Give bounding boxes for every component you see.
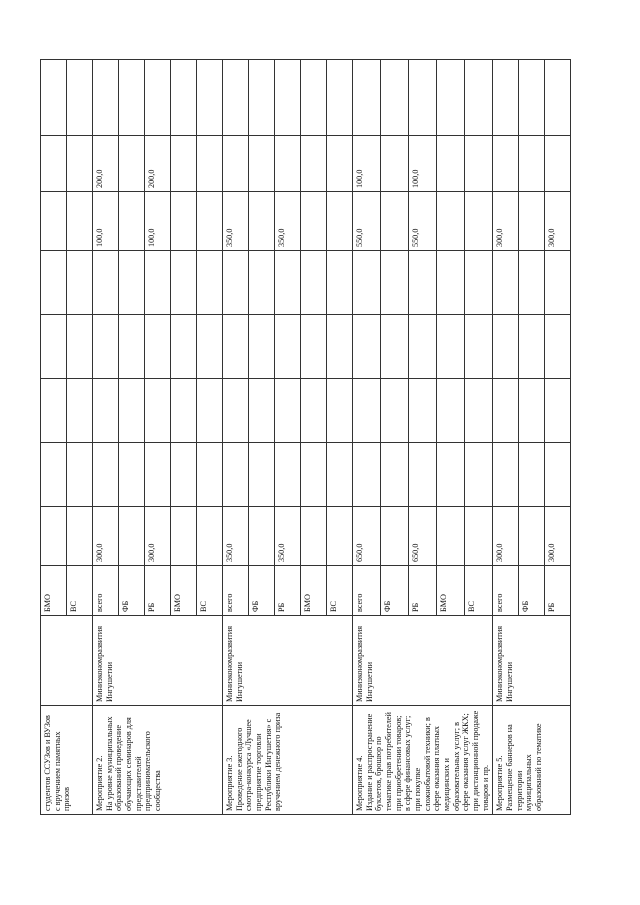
amount-cell <box>327 379 353 443</box>
amount-cell <box>119 136 145 192</box>
amount-cell <box>119 379 145 443</box>
amount-cell <box>353 60 381 136</box>
amount-cell <box>301 315 327 379</box>
amount-cell <box>301 251 327 315</box>
amount-cell: 200,0 <box>145 136 171 192</box>
amount-cell <box>437 136 465 192</box>
funding-source-cell: РБ <box>409 566 437 616</box>
amount-cell <box>353 251 381 315</box>
activity-name-cell: студентов ССУЗов и ВУЗов с вручением памятных призов <box>41 706 93 815</box>
amount-cell <box>197 136 223 192</box>
activity-name-cell: Мероприятие 2. На уровне муниципальных образований проведение обучающих семинаров для представителей предпринимательского сообщества <box>93 706 223 815</box>
amount-cell: 100,0 <box>145 192 171 251</box>
amount-cell <box>171 192 197 251</box>
funding-source-cell: ВС <box>197 566 223 616</box>
amount-cell <box>275 251 301 315</box>
amount-cell <box>437 443 465 507</box>
amount-cell <box>493 60 519 136</box>
funding-source-cell: РБ <box>545 566 571 616</box>
amount-cell <box>249 507 275 566</box>
amount-cell <box>465 251 493 315</box>
funding-source-cell: РБ <box>145 566 171 616</box>
amount-cell <box>381 379 409 443</box>
activity-name-cell: Мероприятие 3. Проведение ежегодного смотра-конкурса «Лучшее предприятие торговли Республики Ингушетия» с вручением денежного приза <box>223 706 353 815</box>
amount-cell <box>119 251 145 315</box>
amount-cell <box>249 379 275 443</box>
amount-cell: 650,0 <box>409 507 437 566</box>
program-funding-table <box>40 59 571 815</box>
amount-cell <box>41 60 67 136</box>
amount-cell <box>327 315 353 379</box>
amount-cell: 550,0 <box>353 192 381 251</box>
amount-cell <box>493 136 519 192</box>
amount-cell <box>465 379 493 443</box>
amount-cell: 200,0 <box>93 136 119 192</box>
amount-cell <box>327 251 353 315</box>
funding-source-cell: ФБ <box>249 566 275 616</box>
funding-source-cell: всего <box>493 566 519 616</box>
amount-cell <box>197 443 223 507</box>
amount-cell <box>119 192 145 251</box>
amount-cell <box>519 315 545 379</box>
amount-cell <box>119 443 145 507</box>
amount-cell <box>353 443 381 507</box>
amount-cell: 300,0 <box>93 507 119 566</box>
amount-cell <box>249 136 275 192</box>
amount-cell <box>545 251 571 315</box>
amount-cell <box>197 192 223 251</box>
funding-source-cell: БМО <box>437 566 465 616</box>
amount-cell <box>493 251 519 315</box>
amount-cell <box>437 379 465 443</box>
funding-source-cell: БМО <box>301 566 327 616</box>
amount-cell <box>327 136 353 192</box>
amount-cell <box>381 192 409 251</box>
amount-cell <box>41 251 67 315</box>
funding-source-cell: всего <box>93 566 119 616</box>
amount-cell <box>93 315 119 379</box>
amount-cell <box>171 507 197 566</box>
activity-name-cell: Мероприятие 4. Издание и распространение буклетов, брошюр по тематике прав потребителей при приобретении товаров; в сфере финансовых услуг; при покупке сложнобытовой техники; в сфере оказания платных медицинских и образовательных услуг; в сфере оказания услуг ЖКХ; при дистанционной продаже товаров и пр. <box>353 706 493 815</box>
amount-cell <box>41 443 67 507</box>
funding-source-cell: РБ <box>275 566 301 616</box>
amount-cell <box>301 60 327 136</box>
funding-source-cell: ФБ <box>381 566 409 616</box>
amount-cell <box>381 136 409 192</box>
executor-cell: Миниэкономразвития Ингушетии <box>93 616 223 706</box>
amount-cell <box>381 251 409 315</box>
amount-cell <box>327 60 353 136</box>
amount-cell <box>519 251 545 315</box>
amount-cell <box>465 315 493 379</box>
amount-cell <box>41 379 67 443</box>
amount-cell <box>353 379 381 443</box>
amount-cell <box>119 60 145 136</box>
amount-cell <box>145 443 171 507</box>
funding-source-cell: ФБ <box>519 566 545 616</box>
amount-cell <box>465 136 493 192</box>
funding-source-cell: всего <box>223 566 249 616</box>
amount-cell <box>67 507 93 566</box>
amount-cell <box>171 136 197 192</box>
amount-cell <box>223 379 249 443</box>
amount-cell <box>465 443 493 507</box>
amount-cell: 300,0 <box>545 192 571 251</box>
amount-cell <box>223 315 249 379</box>
amount-cell <box>519 192 545 251</box>
amount-cell <box>493 379 519 443</box>
amount-cell <box>545 315 571 379</box>
amount-cell <box>275 136 301 192</box>
amount-cell <box>381 315 409 379</box>
amount-cell <box>275 315 301 379</box>
funding-source-cell: ВС <box>465 566 493 616</box>
amount-cell <box>409 379 437 443</box>
amount-cell <box>275 379 301 443</box>
amount-cell <box>437 192 465 251</box>
amount-cell <box>223 443 249 507</box>
funding-source-cell: БМО <box>171 566 197 616</box>
amount-cell <box>409 60 437 136</box>
amount-cell <box>301 192 327 251</box>
rotated-document-page <box>40 60 602 815</box>
amount-cell <box>409 315 437 379</box>
table-body <box>41 60 571 815</box>
amount-cell <box>545 60 571 136</box>
amount-cell: 550,0 <box>409 192 437 251</box>
funding-source-cell: ВС <box>327 566 353 616</box>
amount-cell <box>437 315 465 379</box>
amount-cell <box>493 443 519 507</box>
amount-cell: 650,0 <box>353 507 381 566</box>
amount-cell <box>197 507 223 566</box>
amount-cell: 100,0 <box>353 136 381 192</box>
table-row <box>493 60 519 815</box>
amount-cell <box>409 251 437 315</box>
table-row <box>223 60 249 815</box>
amount-cell: 100,0 <box>409 136 437 192</box>
amount-cell <box>249 251 275 315</box>
amount-cell <box>519 136 545 192</box>
amount-cell: 350,0 <box>275 507 301 566</box>
amount-cell <box>249 192 275 251</box>
funding-source-cell: ВС <box>67 566 93 616</box>
amount-cell <box>67 443 93 507</box>
amount-cell <box>275 443 301 507</box>
amount-cell <box>327 443 353 507</box>
table-row <box>41 60 67 815</box>
executor-cell <box>41 616 93 706</box>
amount-cell <box>197 379 223 443</box>
amount-cell <box>223 60 249 136</box>
amount-cell: 350,0 <box>223 507 249 566</box>
amount-cell <box>171 443 197 507</box>
amount-cell <box>249 443 275 507</box>
amount-cell <box>493 315 519 379</box>
table-row <box>353 60 381 815</box>
amount-cell <box>327 507 353 566</box>
funding-source-cell: ФБ <box>119 566 145 616</box>
amount-cell <box>67 379 93 443</box>
executor-cell: Миниэкономразвития Ингушетии <box>223 616 353 706</box>
amount-cell <box>145 251 171 315</box>
amount-cell <box>145 315 171 379</box>
amount-cell <box>223 136 249 192</box>
amount-cell <box>437 60 465 136</box>
amount-cell <box>465 192 493 251</box>
amount-cell: 350,0 <box>223 192 249 251</box>
amount-cell <box>437 251 465 315</box>
amount-cell <box>465 507 493 566</box>
amount-cell <box>275 60 301 136</box>
amount-cell <box>223 251 249 315</box>
amount-cell <box>197 60 223 136</box>
funding-source-cell: всего <box>353 566 381 616</box>
amount-cell <box>519 507 545 566</box>
amount-cell <box>93 60 119 136</box>
amount-cell <box>301 443 327 507</box>
amount-cell <box>249 60 275 136</box>
amount-cell: 350,0 <box>275 192 301 251</box>
amount-cell <box>41 192 67 251</box>
executor-cell: Миниэкономразвития Ингушетии <box>493 616 571 706</box>
amount-cell <box>119 315 145 379</box>
amount-cell <box>437 507 465 566</box>
amount-cell <box>249 315 275 379</box>
amount-cell <box>67 315 93 379</box>
amount-cell <box>67 251 93 315</box>
amount-cell <box>171 379 197 443</box>
executor-cell: Миниэкономразвития Ингушетии <box>353 616 493 706</box>
activity-name-cell: Мероприятие 5. Размещение баннеров на территории муниципальных образований по тематике <box>493 706 571 815</box>
amount-cell <box>409 443 437 507</box>
amount-cell <box>67 136 93 192</box>
amount-cell <box>301 507 327 566</box>
amount-cell <box>145 379 171 443</box>
amount-cell <box>353 315 381 379</box>
amount-cell <box>41 136 67 192</box>
amount-cell: 300,0 <box>145 507 171 566</box>
amount-cell <box>93 251 119 315</box>
amount-cell <box>301 136 327 192</box>
amount-cell <box>41 507 67 566</box>
amount-cell <box>93 379 119 443</box>
amount-cell <box>327 192 353 251</box>
amount-cell <box>381 443 409 507</box>
amount-cell <box>67 60 93 136</box>
amount-cell <box>93 443 119 507</box>
amount-cell <box>545 443 571 507</box>
amount-cell <box>519 60 545 136</box>
amount-cell <box>171 60 197 136</box>
amount-cell <box>381 507 409 566</box>
amount-cell <box>197 315 223 379</box>
amount-cell <box>519 443 545 507</box>
funding-source-cell: БМО <box>41 566 67 616</box>
amount-cell <box>119 507 145 566</box>
amount-cell <box>545 379 571 443</box>
amount-cell <box>41 315 67 379</box>
amount-cell <box>171 251 197 315</box>
amount-cell <box>465 60 493 136</box>
amount-cell <box>145 60 171 136</box>
amount-cell <box>381 60 409 136</box>
amount-cell <box>301 379 327 443</box>
amount-cell <box>545 136 571 192</box>
amount-cell: 300,0 <box>493 507 519 566</box>
amount-cell <box>171 315 197 379</box>
amount-cell <box>67 192 93 251</box>
amount-cell <box>519 379 545 443</box>
amount-cell <box>197 251 223 315</box>
table-row <box>93 60 119 815</box>
amount-cell: 300,0 <box>545 507 571 566</box>
amount-cell: 100,0 <box>93 192 119 251</box>
amount-cell: 300,0 <box>493 192 519 251</box>
